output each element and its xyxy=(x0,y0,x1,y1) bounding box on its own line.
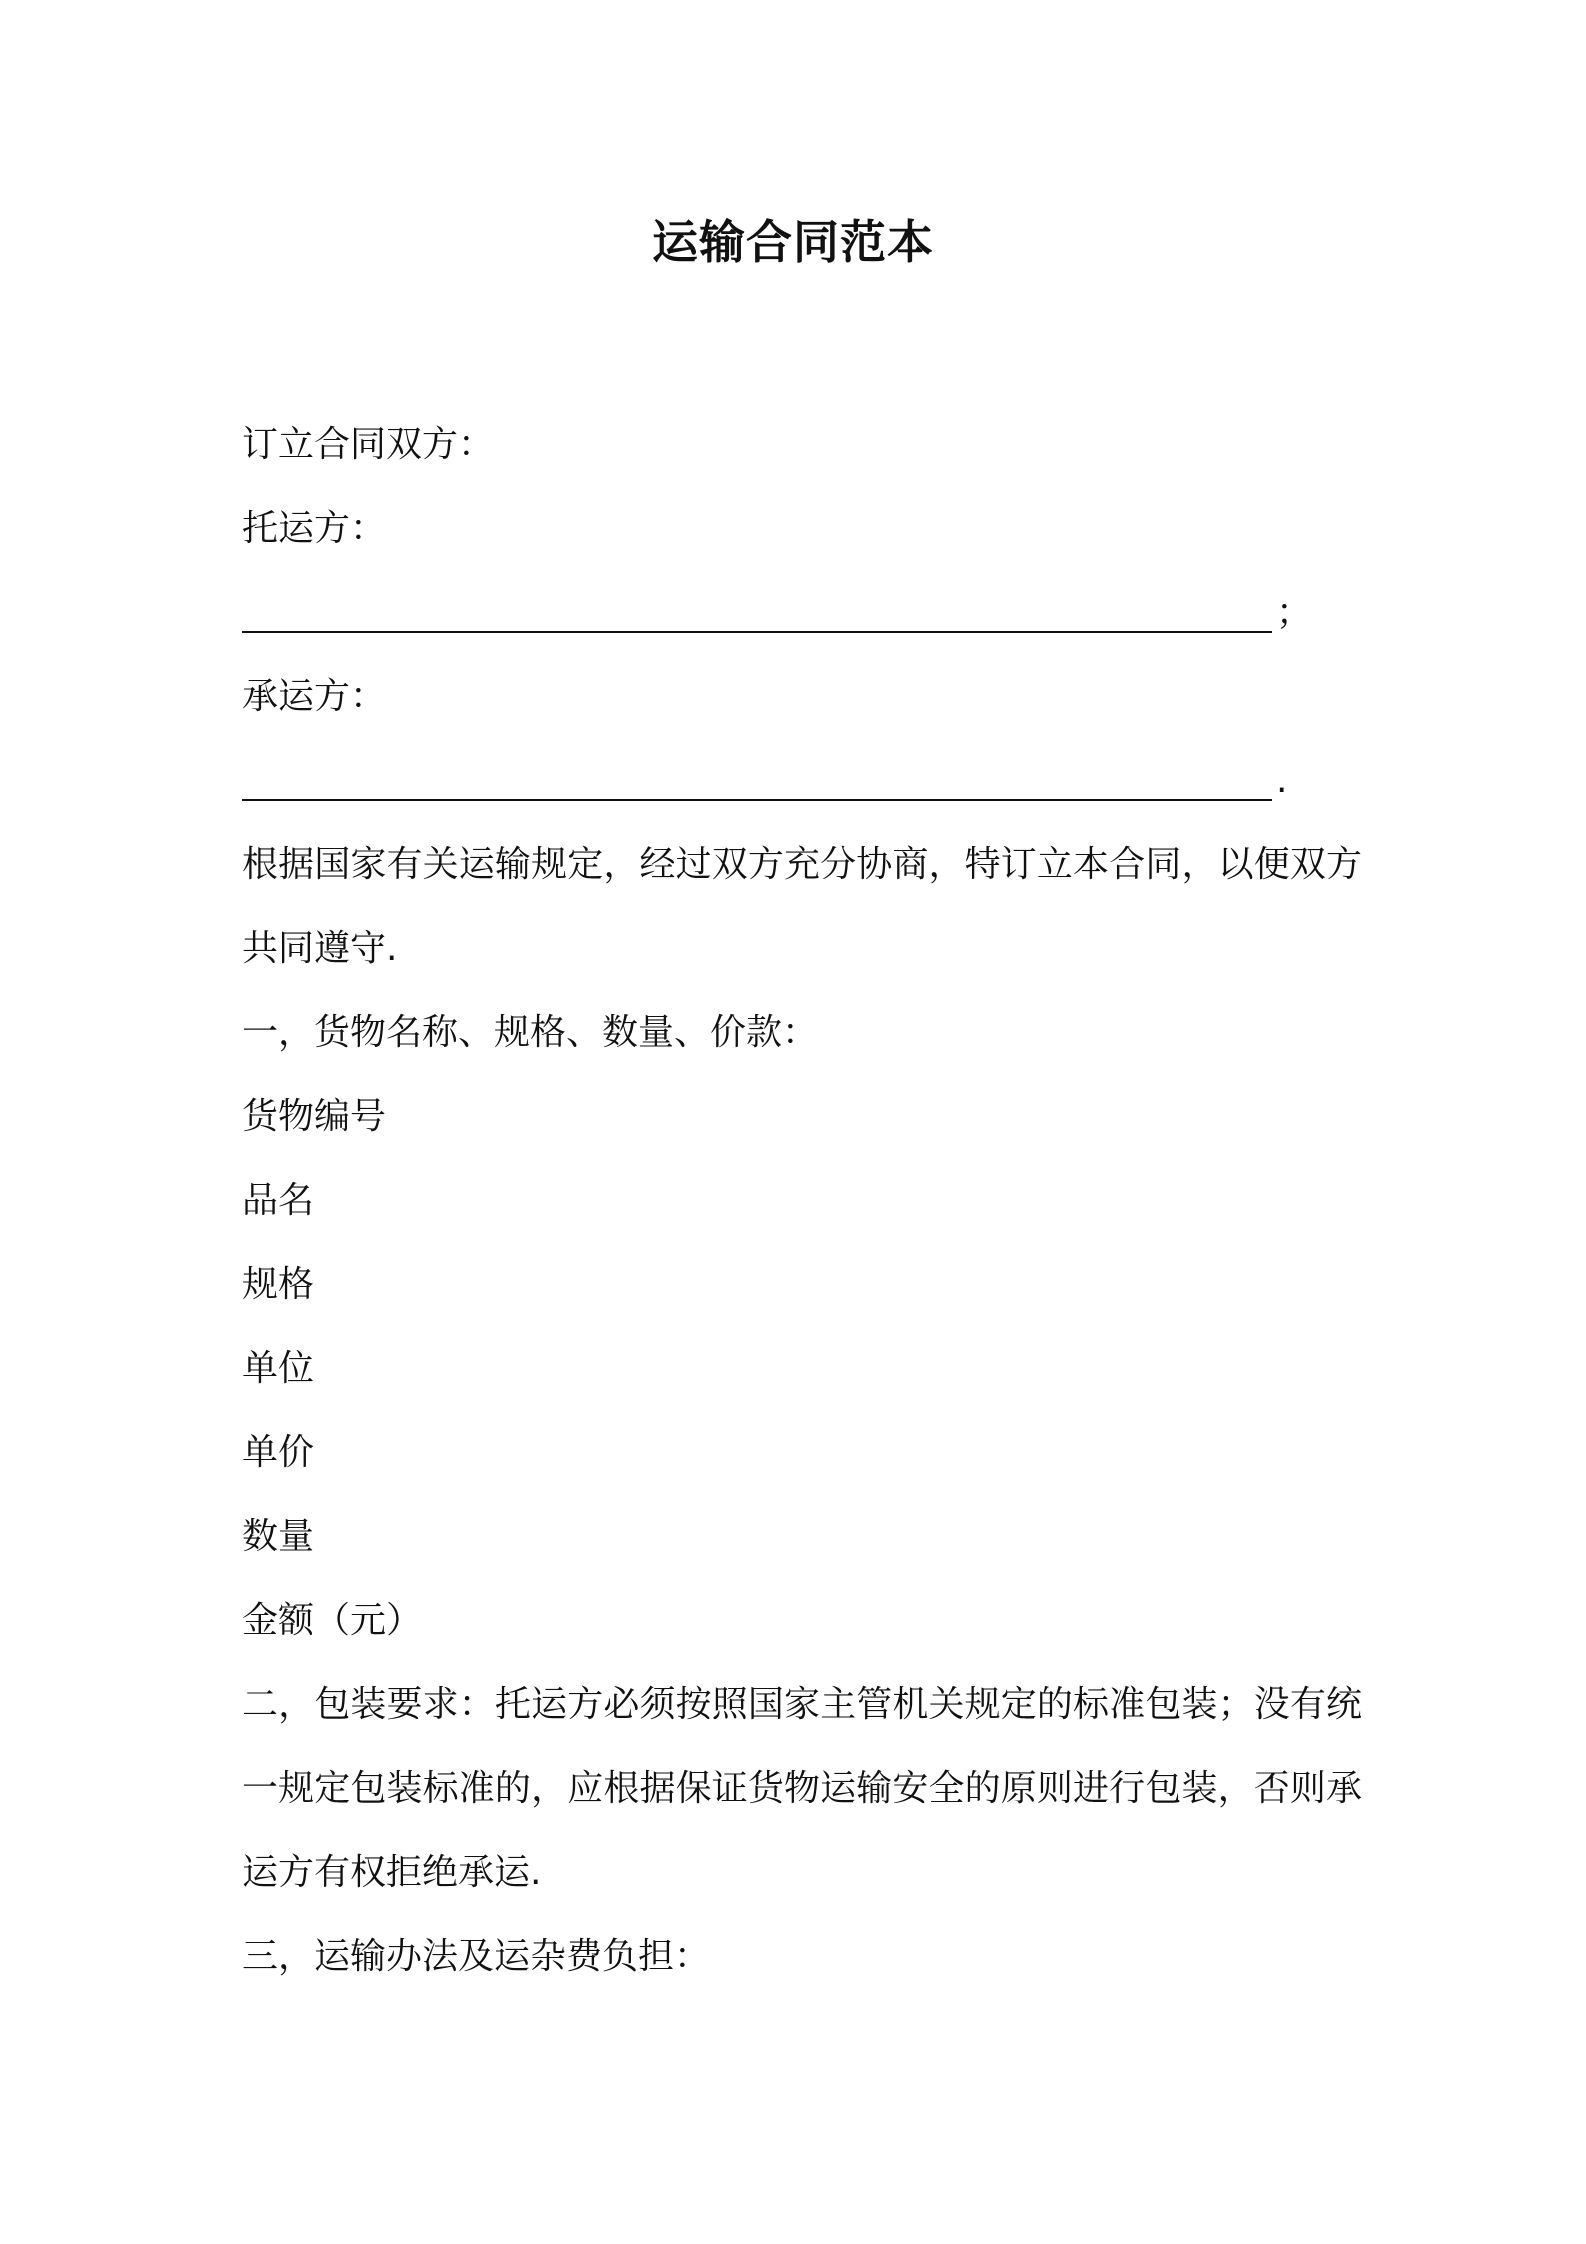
carrier-label: 承运方： xyxy=(242,676,387,717)
carrier-blank-end: . xyxy=(1276,760,1288,801)
shipper-blank-line xyxy=(242,631,1272,633)
section-1-heading: 一，货物名称、规格、数量、价款： xyxy=(242,1012,819,1053)
carrier-blank-line xyxy=(242,799,1272,801)
goods-field-unit: 单位 xyxy=(242,1348,315,1389)
carrier-blank-row xyxy=(242,739,1362,823)
shipper-blank-row xyxy=(242,571,1362,655)
goods-field-number: 货物编号 xyxy=(242,1096,387,1137)
goods-field-spec: 规格 xyxy=(242,1264,315,1305)
section-3-heading: 三，运输办法及运杂费负担： xyxy=(242,1936,711,1977)
goods-field-name: 品名 xyxy=(242,1180,315,1221)
shipper-label: 托运方： xyxy=(242,508,387,549)
shipper-blank-end: ； xyxy=(1276,592,1313,633)
goods-field-quantity: 数量 xyxy=(242,1516,315,1557)
goods-field-amount: 金额（元） xyxy=(242,1600,423,1641)
goods-field-unit-price: 单价 xyxy=(242,1432,315,1473)
parties-heading: 订立合同双方： xyxy=(242,424,495,465)
contract-body xyxy=(242,403,1362,1999)
section-2-paragraph: 二，包装要求：托运方必须按照国家主管机关规定的标准包装；没有统一规定包装标准的，应根据保证货物运输安全的原则进行包装，否则承运方有权拒绝承运. xyxy=(242,1684,1362,1893)
intro-paragraph: 根据国家有关运输规定，经过双方充分协商，特订立本合同，以便双方共同遵守. xyxy=(242,844,1362,969)
page-title: 运输合同范本 xyxy=(652,215,934,269)
